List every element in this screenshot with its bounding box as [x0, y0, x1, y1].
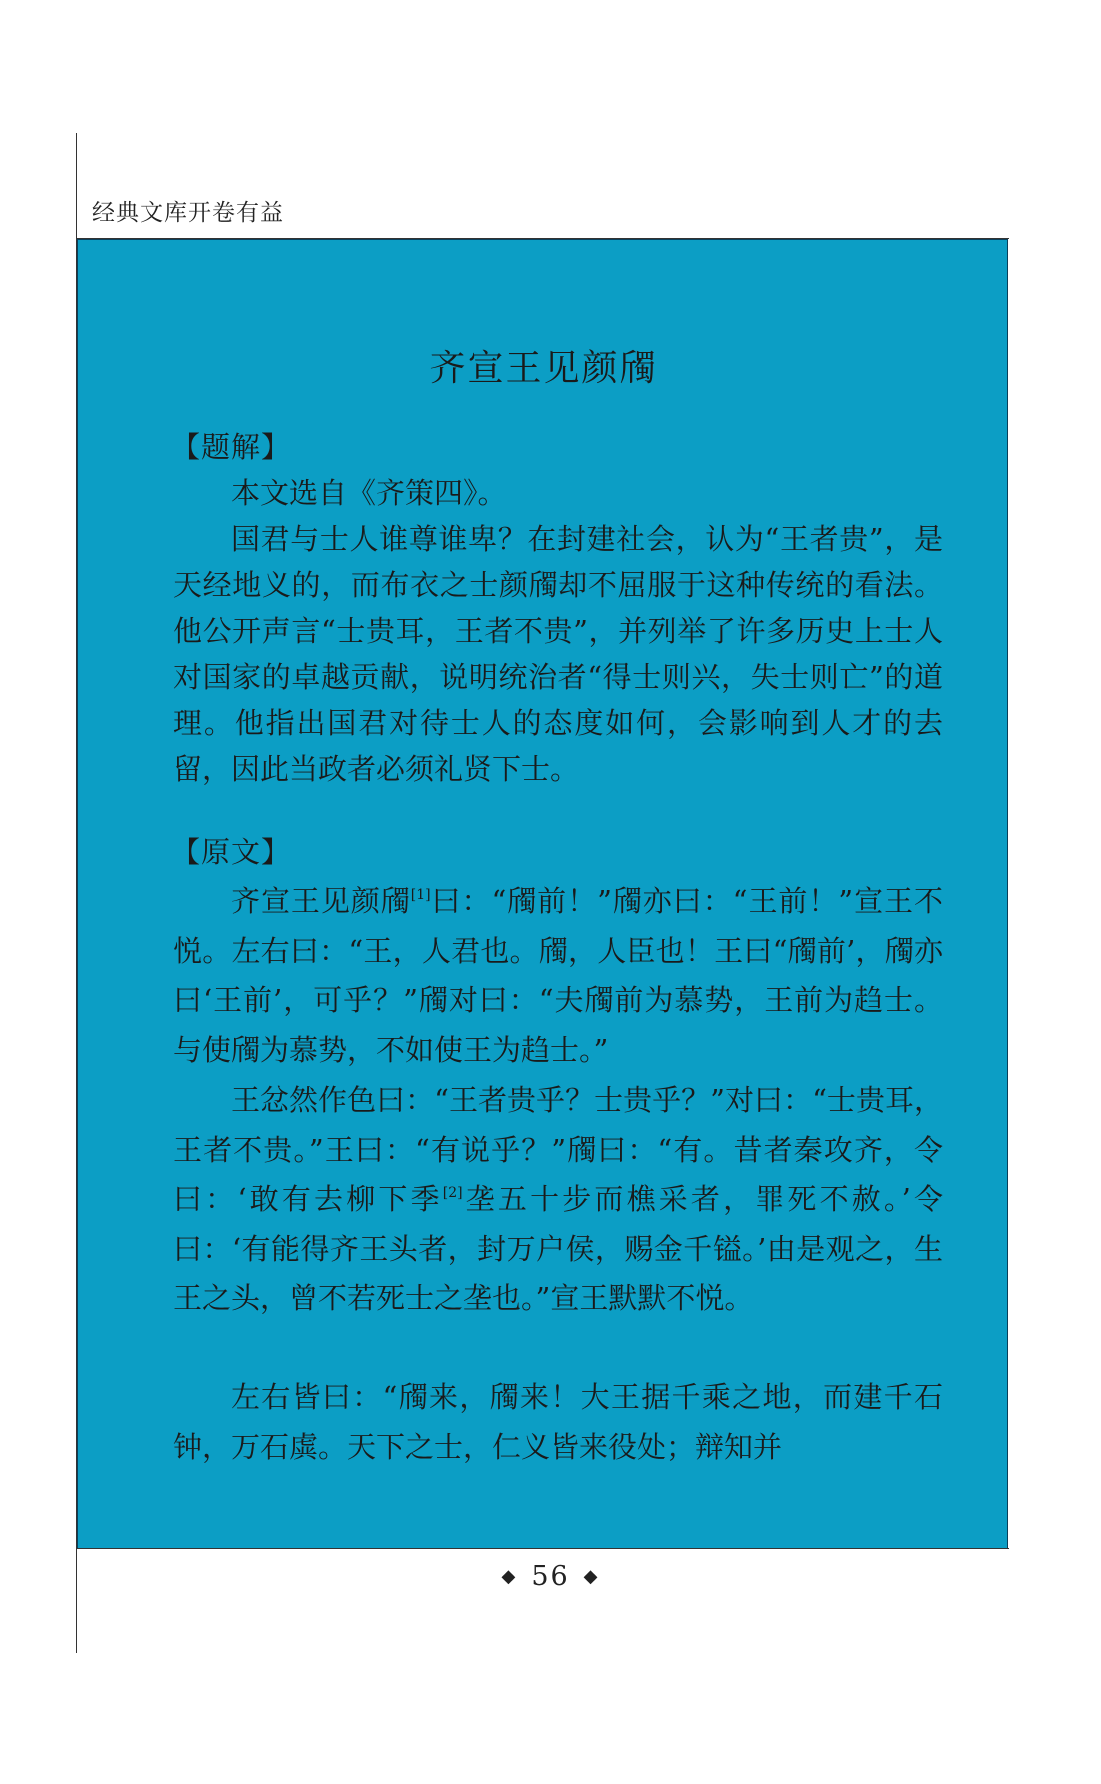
paragraph-text: 垄五十步而樵采者，罪死不赦。’令曰：‘有能得齐王头者，封万户侯，赐金千镒。’由是观之，生王之头，曾不若死士之垄也。”宣王默默不悦。	[173, 1182, 943, 1315]
footnote-marker[interactable]: [2]	[442, 1185, 463, 1201]
paragraph-text: 齐宣王见颜斶	[231, 884, 411, 918]
bottom-rule	[77, 1548, 1009, 1549]
running-header: 经典文库开卷有益	[92, 200, 284, 226]
original-paragraph-3: 左右皆曰：“斶来，斶来！大王据千乘之地，而建千石钟，万石虡。天下之士，仁义皆来役处；辩知并	[173, 1380, 943, 1464]
footnote-marker[interactable]: [1]	[410, 887, 431, 903]
page-number-footer	[0, 1561, 1101, 1592]
content-panel	[77, 239, 1008, 1549]
intro-paragraph-1: 本文选自《齐策四》。	[231, 476, 507, 510]
page-number: 56	[531, 1561, 570, 1592]
section-heading-intro: 【题解】	[171, 430, 292, 464]
original-paragraph-2	[173, 1076, 943, 1324]
paragraph-text: 王忿然作色曰：“王者贵乎？士贵乎？”对曰：“士贵耳，王者不贵。”王曰：“有说乎？”斶曰：“有。昔者秦攻齐，令曰：‘敢有去柳下季	[173, 1083, 943, 1216]
original-paragraph-1	[173, 877, 943, 1075]
section-heading-original: 【原文】	[171, 835, 292, 869]
article-title: 齐宣王见颜斶	[429, 348, 658, 389]
intro-paragraph-2: 国君与士人谁尊谁卑？在封建社会，认为“王者贵”，是天经地义的，而布衣之士颜斶却不屈服于这种传统的看法。他公开声言“士贵耳，王者不贵”，并列举了许多历史上士人对国家的卓越贡献，说明统治者“得士则兴，失士则亡”的道理。他指出国君对待士人的态度如何，会影响到人才的去留，因此当政者必须礼贤下士。	[173, 522, 943, 786]
diamond-ornament-icon: ◆	[583, 1566, 600, 1587]
diamond-ornament-icon: ◆	[501, 1566, 518, 1587]
paragraph-text: 曰：“斶前！”斶亦曰：“王前！”宣王不悦。左右曰：“王，人君也。斶，人臣也！王曰“斶前’，斶亦曰‘王前’，可乎？”斶对曰：“夫斶前为慕势，王前为趋士。与使斶为慕势，不如使王为趋士。”	[173, 884, 943, 1067]
